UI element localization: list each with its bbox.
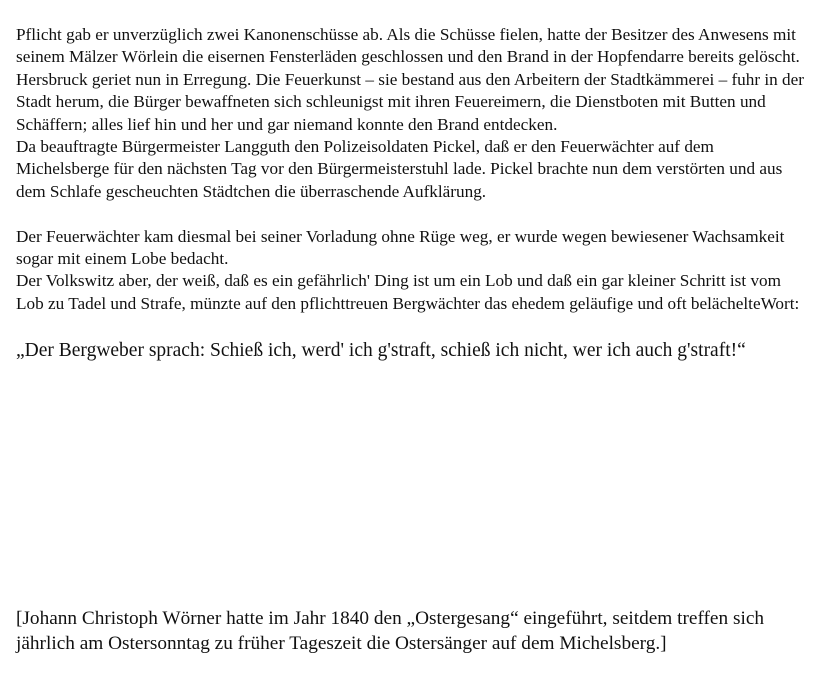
editorial-note: [Johann Christoph Wörner hatte im Jahr 1840 den „Ostergesang“ eingeführt, seitdem treffen sich jährlich am Ostersonntag zu früher Tageszeit die Ostersänger auf dem Michelsberg.] [16, 608, 765, 654]
paragraph-mayor: Da beauftragte Bürgermeister Langguth den Polizeisoldaten Pickel, daß er den Feuerwächter auf dem Michelsberge für den nächsten Tag vor den Bürgermeisterstuhl lade. Pickel brachte nun dem verstörten und aus dem Schlafe gescheuchten Städtchen die überraschende Aufklärung. [16, 137, 783, 201]
paragraph-hersbruck: Hersbruck geriet nun in Erregung. Die Feuerkunst – sie bestand aus den Arbeitern der Stadtkämmerei – fuhr in der Stadt herum, die Bürger bewaffneten sich schleunigst mit ihren Feuereimern, die Dienstboten mit Butten und Schäffern; alles lief hin und her und gar niemand konnte den Brand entdecken. [16, 69, 805, 134]
document-body [16, 24, 811, 363]
paragraph-shots: Pflicht gab er unverzüglich zwei Kanonenschüsse ab. Als die Schüsse fielen, hatte der Besitzer des Anwesens mit seinem Mälzer Wörlein die eisernen Fensterläden geschlossen und den Brand in der Hopfendarre bereits gelöscht. [16, 25, 800, 67]
paragraph-spacer [16, 315, 811, 337]
paragraph-folk-wit: Der Volkswitz aber, der weiß, daß es ein gefährlich' Ding ist um ein Lob und daß ein gar kleiner Schritt ist vom Lob zu Tadel und Strafe, münzte auf den pflichttreuen Bergwächter das ehedem geläufige und oft belächelteWort: [16, 271, 800, 313]
quote-saying: „Der Bergweber sprach: Schieß ich, werd' ich g'straft, schieß ich nicht, wer ich auch g'straft!“ [16, 339, 746, 361]
paragraph-watchman: Der Feuerwächter kam diesmal bei seiner Vorladung ohne Rüge weg, er wurde wegen bewiesener Wachsamkeit sogar mit einem Lobe bedacht. [16, 226, 785, 269]
paragraph-spacer [16, 203, 811, 225]
